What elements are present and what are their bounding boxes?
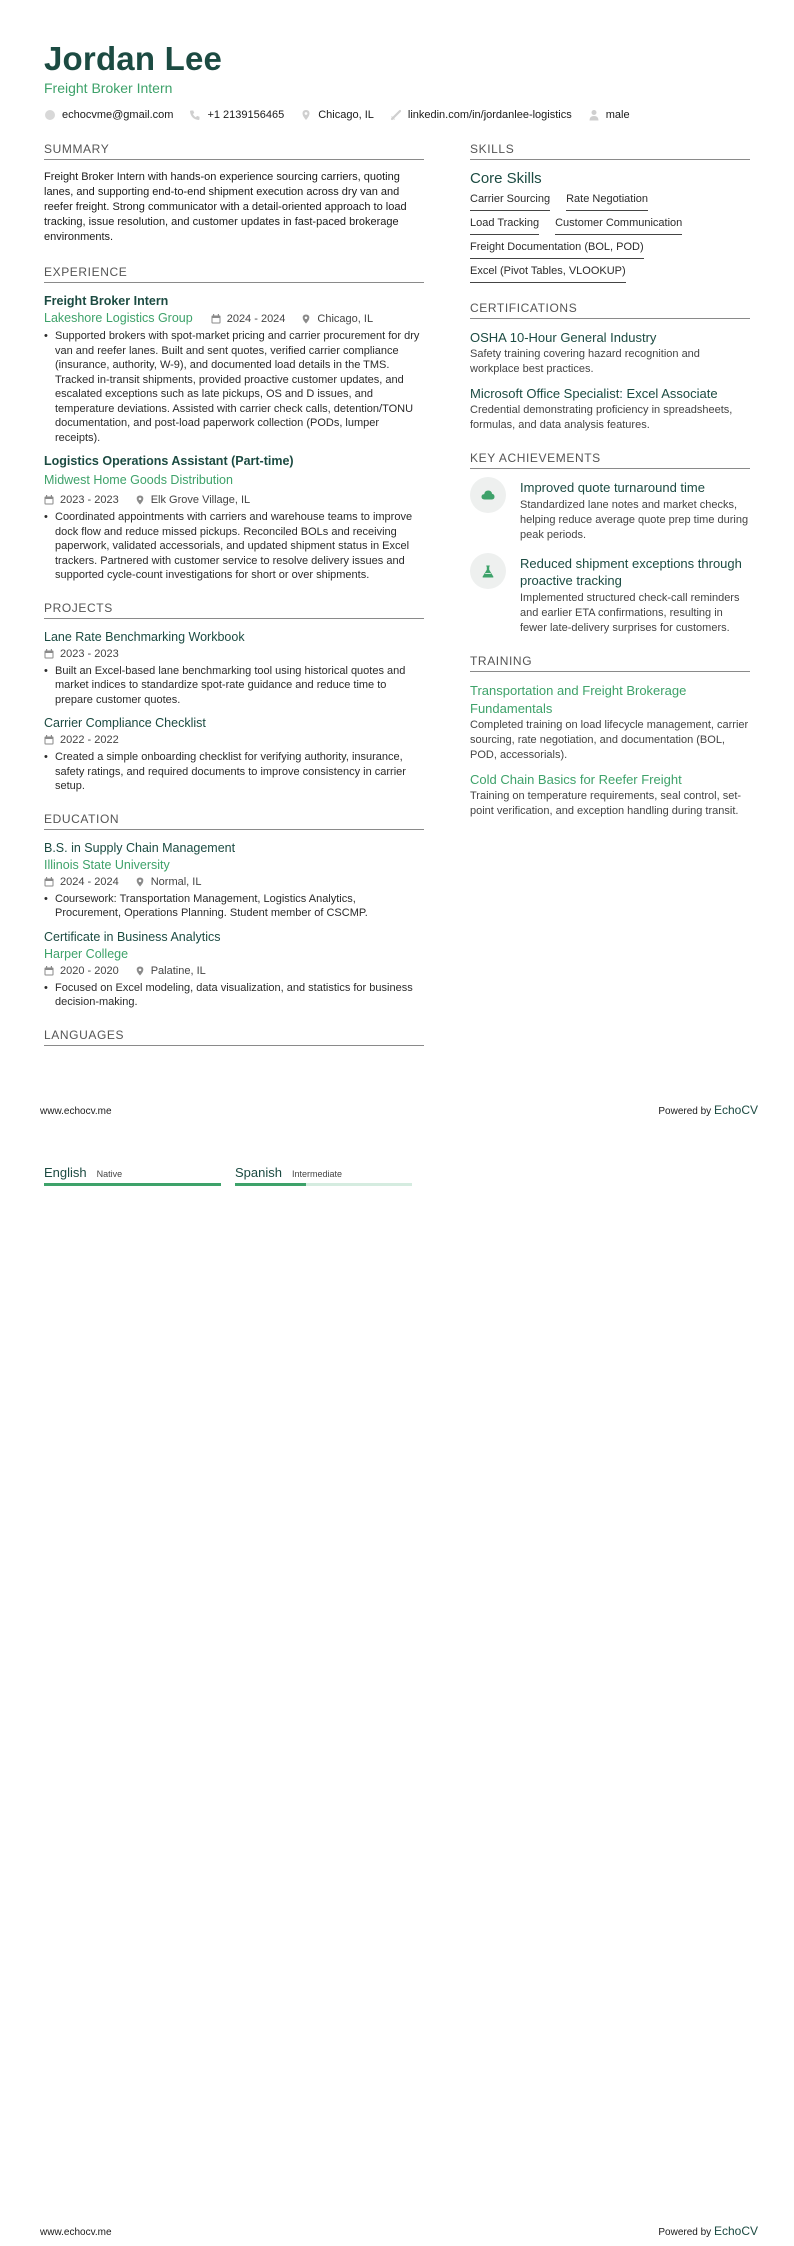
job-location-text: Elk Grove Village, IL bbox=[150, 494, 251, 506]
job-bullets bbox=[44, 510, 424, 583]
linkedin-text: linkedin.com/in/jordanlee-logistics bbox=[407, 109, 572, 121]
education-item bbox=[44, 840, 424, 921]
job-location bbox=[301, 311, 373, 327]
footer-site[interactable]: www.echocv.me bbox=[40, 2227, 112, 2238]
language-name: Spanish bbox=[235, 1165, 282, 1180]
page-footer bbox=[40, 1103, 758, 1117]
calendar-icon bbox=[44, 966, 54, 976]
job-bullet: • Coordinated appointments with carriers and warehouse teams to improve dock flow and reduce missed pickups. Reconciled BOLs and receiving paperwork, validated accessorials, and updated shipment status in Excel trackers. Partnered with customer service to resolve delivery issues and supported cycle-count investigations for short or over shipments. bbox=[44, 510, 424, 583]
job-location-text: Chicago, IL bbox=[317, 312, 374, 325]
calendar-icon bbox=[44, 649, 54, 659]
job-dates bbox=[44, 492, 119, 508]
training-desc: Completed training on load lifecycle management, carrier sourcing, rate negotiation, and documentation (BOL, POD, accessorials). bbox=[470, 719, 749, 761]
job-company: Midwest Home Goods Distribution bbox=[44, 473, 233, 487]
education-meta bbox=[44, 874, 424, 890]
contact-gender bbox=[588, 109, 630, 121]
education-location-text: Palatine, IL bbox=[150, 964, 206, 977]
education-heading: EDUCATION bbox=[44, 812, 424, 830]
education-item bbox=[44, 929, 424, 1010]
location-pin-icon bbox=[135, 966, 145, 976]
job-bullets bbox=[44, 329, 424, 445]
skill-tag: Carrier Sourcing bbox=[470, 193, 550, 211]
skills-group-title: Core Skills bbox=[470, 170, 542, 187]
experience-section bbox=[44, 265, 424, 583]
project-meta bbox=[44, 646, 424, 662]
footer-powered bbox=[658, 2224, 758, 2238]
gender-text: male bbox=[605, 109, 630, 121]
degree-title: Certificate in Business Analytics bbox=[44, 929, 221, 944]
contact-location bbox=[300, 109, 374, 121]
certifications-heading: CERTIFICATIONS bbox=[470, 301, 750, 319]
left-column bbox=[44, 142, 424, 1064]
candidate-role: Freight Broker Intern bbox=[44, 80, 173, 96]
contact-email[interactable] bbox=[44, 109, 173, 121]
education-meta bbox=[44, 963, 424, 979]
skill-row bbox=[470, 193, 750, 211]
footer-brand: EchoCV bbox=[713, 2224, 758, 2238]
achievements-section bbox=[470, 451, 750, 636]
training-heading: TRAINING bbox=[470, 654, 750, 672]
skill-row bbox=[470, 265, 750, 283]
education-dates-text: 2024 - 2024 bbox=[60, 875, 119, 888]
skill-tag: Excel (Pivot Tables, VLOOKUP) bbox=[470, 265, 626, 283]
skill-tag: Customer Communication bbox=[555, 217, 682, 235]
project-meta bbox=[44, 732, 424, 748]
language-level: Intermediate bbox=[291, 1169, 343, 1179]
job-meta bbox=[44, 310, 424, 327]
language-item bbox=[235, 1165, 412, 1186]
experience-item bbox=[44, 453, 424, 583]
languages-list bbox=[44, 1165, 426, 1186]
calendar-icon bbox=[211, 314, 221, 324]
achievement-desc: Standardized lane notes and market checks, helping reduce average quote prep time during peak periods. bbox=[520, 499, 749, 541]
language-item bbox=[44, 1165, 221, 1186]
projects-heading: PROJECTS bbox=[44, 601, 424, 619]
footer-powered bbox=[658, 1103, 758, 1117]
skill-tag: Freight Documentation (BOL, POD) bbox=[470, 241, 644, 259]
education-location bbox=[135, 963, 206, 979]
job-title: Freight Broker Intern bbox=[44, 294, 169, 308]
education-section bbox=[44, 812, 424, 1010]
project-title: Carrier Compliance Checklist bbox=[44, 716, 206, 730]
project-bullet: • Built an Excel-based lane benchmarking tool using historical quotes and market indices to standardize spot-rate guidance and reduce time to prepare customer quotes. bbox=[44, 664, 424, 708]
training-title: Cold Chain Basics for Reefer Freight bbox=[470, 772, 682, 787]
contact-linkedin[interactable] bbox=[390, 109, 572, 121]
education-location-text: Normal, IL bbox=[150, 875, 202, 888]
job-location bbox=[135, 492, 250, 508]
languages-heading: LANGUAGES bbox=[44, 1028, 424, 1046]
language-bar bbox=[235, 1183, 412, 1186]
achievement-title: Improved quote turnaround time bbox=[520, 480, 705, 495]
email-icon bbox=[44, 109, 56, 121]
achievement-item bbox=[470, 555, 750, 636]
languages-section bbox=[44, 1028, 424, 1046]
skill-row bbox=[470, 217, 750, 235]
skill-row bbox=[470, 241, 750, 259]
job-company: Lakeshore Logistics Group bbox=[44, 311, 193, 325]
location-text: Chicago, IL bbox=[318, 109, 374, 121]
education-bullets bbox=[44, 892, 424, 921]
location-pin-icon bbox=[135, 877, 145, 887]
language-name: English bbox=[44, 1165, 87, 1180]
link-icon bbox=[390, 109, 402, 121]
phone-text: +1 2139156465 bbox=[207, 109, 285, 121]
candidate-name: Jordan Lee bbox=[44, 40, 223, 77]
project-bullets bbox=[44, 664, 424, 708]
experience-heading: EXPERIENCE bbox=[44, 265, 424, 283]
right-column bbox=[470, 142, 750, 837]
summary-heading: SUMMARY bbox=[44, 142, 424, 160]
footer-brand: EchoCV bbox=[713, 1103, 758, 1117]
calendar-icon bbox=[44, 877, 54, 887]
achievement-body bbox=[520, 479, 750, 543]
calendar-icon bbox=[44, 735, 54, 745]
experience-item bbox=[44, 293, 424, 445]
job-title: Logistics Operations Assistant (Part-time) bbox=[44, 454, 294, 468]
flask-icon bbox=[470, 553, 506, 589]
project-dates-text: 2023 - 2023 bbox=[60, 647, 119, 660]
project-item bbox=[44, 629, 424, 708]
education-bullet: • Coursework: Transportation Management, Logistics Analytics, Procurement, Operations Planning. Student member of CSCMP. bbox=[44, 892, 424, 921]
summary-text: Freight Broker Intern with hands-on experience sourcing carriers, quoting lanes, and supporting end-to-end shipment execution across dry van and reefer freight. Strong communicator with a detail-oriented approach to load tracking, issue resolution, and customer updates in fast-paced brokerage environments. bbox=[44, 171, 407, 243]
job-bullet: • Supported brokers with spot-market pricing and carrier procurement for dry van and reefer lanes. Built and sent quotes, verified carrier compliance (insurance, authority, W-9), and documented load details in the TMS. Tracked in-transit shipments, provided proactive customer updates, and escalated exceptions such as late pickups, OS and D issues, and temperature deviations. Assisted with carrier check calls, detention/TONU documentation, and post-load paperwork collection (PODs, lumper receipts). bbox=[44, 329, 424, 445]
school-name: Harper College bbox=[44, 946, 129, 961]
training-desc: Training on temperature requirements, seal control, set-point verification, and exception handling during transit. bbox=[470, 790, 742, 817]
language-bar-fill bbox=[235, 1183, 306, 1186]
job-dates-text: 2024 - 2024 bbox=[226, 312, 286, 325]
achievement-title: Reduced shipment exceptions through proactive tracking bbox=[520, 556, 742, 588]
skill-tag: Rate Negotiation bbox=[566, 193, 648, 211]
achievement-item bbox=[470, 479, 750, 543]
footer-powered-label: Powered by bbox=[658, 2227, 712, 2238]
training-title: Transportation and Freight Brokerage Fundamentals bbox=[470, 683, 687, 716]
project-bullets bbox=[44, 750, 424, 794]
project-dates-text: 2022 - 2022 bbox=[60, 734, 119, 746]
language-level: Native bbox=[96, 1169, 123, 1179]
achievement-body bbox=[520, 555, 750, 636]
degree-title: B.S. in Supply Chain Management bbox=[44, 840, 236, 855]
achievements-heading: KEY ACHIEVEMENTS bbox=[470, 451, 750, 469]
cert-desc: Safety training covering hazard recognition and workplace best practices. bbox=[470, 348, 700, 375]
cert-title: Microsoft Office Specialist: Excel Associate bbox=[470, 386, 718, 401]
school-name: Illinois State University bbox=[44, 857, 170, 872]
email-text: echocvme@gmail.com bbox=[62, 109, 174, 121]
skills-heading: SKILLS bbox=[470, 142, 750, 160]
skills-list bbox=[470, 193, 750, 283]
location-pin-icon bbox=[135, 495, 145, 505]
cert-desc: Credential demonstrating proficiency in spreadsheets, formulas, and data analysis features. bbox=[470, 404, 733, 431]
phone-icon bbox=[189, 109, 201, 121]
language-label bbox=[235, 1165, 412, 1180]
education-dates bbox=[44, 874, 119, 890]
language-label bbox=[44, 1165, 221, 1180]
education-dates-text: 2020 - 2020 bbox=[60, 964, 119, 977]
cert-title: OSHA 10-Hour General Industry bbox=[470, 330, 657, 345]
projects-section bbox=[44, 601, 424, 794]
skill-tag: Load Tracking bbox=[470, 217, 539, 235]
project-bullet: • Created a simple onboarding checklist for verifying authority, insurance, safety ratings, and required documents to improve consistency in carrier setup. bbox=[44, 750, 424, 794]
education-dates bbox=[44, 963, 119, 979]
location-pin-icon bbox=[300, 109, 312, 121]
education-bullets bbox=[44, 981, 424, 1010]
achievement-desc: Implemented structured check-call reminders and earlier ETA confirmations, resulting in fewer late-delivery surprises for customers. bbox=[520, 592, 740, 634]
project-dates bbox=[44, 732, 119, 748]
language-bar-fill bbox=[44, 1183, 221, 1186]
project-title: Lane Rate Benchmarking Workbook bbox=[44, 629, 245, 644]
job-meta-details bbox=[211, 311, 389, 327]
summary-section bbox=[44, 142, 424, 245]
job-dates-text: 2023 - 2023 bbox=[60, 494, 119, 506]
project-item bbox=[44, 715, 424, 794]
location-pin-icon bbox=[301, 314, 311, 324]
person-icon bbox=[588, 109, 600, 121]
language-bar bbox=[44, 1183, 221, 1186]
page-footer bbox=[40, 2224, 758, 2238]
cloud-icon bbox=[470, 477, 506, 513]
calendar-icon bbox=[44, 495, 54, 505]
job-dates bbox=[211, 311, 286, 327]
skills-section bbox=[470, 142, 750, 283]
contact-bar bbox=[44, 109, 646, 121]
footer-site[interactable]: www.echocv.me bbox=[40, 1106, 112, 1117]
education-location bbox=[135, 874, 202, 890]
education-bullet: • Focused on Excel modeling, data visualization, and statistics for business decision-making. bbox=[44, 981, 424, 1010]
project-dates bbox=[44, 646, 119, 662]
contact-phone[interactable] bbox=[189, 109, 284, 121]
certifications-section bbox=[470, 301, 750, 433]
footer-powered-label: Powered by bbox=[658, 1106, 712, 1117]
training-section bbox=[470, 654, 750, 819]
job-meta-details bbox=[44, 492, 424, 508]
